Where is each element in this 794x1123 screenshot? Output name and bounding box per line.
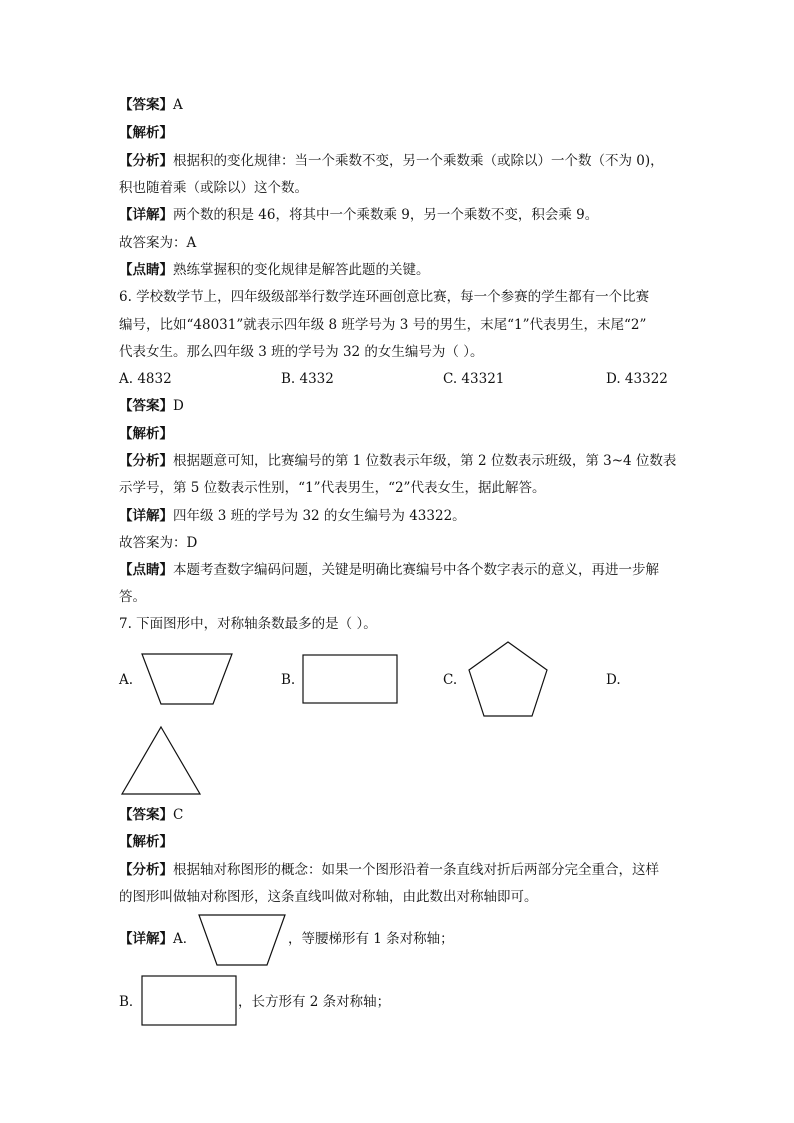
q6-analysis-heading: 【解析】	[119, 426, 173, 442]
q7-option-c-label: C.	[443, 672, 458, 688]
q5-fenxi-continued: 积也随着乘（或除以）这个数。	[119, 180, 308, 196]
q6-detail: 【详解】四年级 3 班的学号为 32 的女生编号为 43322。	[119, 508, 466, 524]
q7-option-d-label: D.	[606, 672, 621, 688]
q7-fenxi: 【分析】根据轴对称图形的概念：如果一个图形沿着一条直线对折后两部分完全重合，这样	[119, 862, 659, 878]
q7-analysis-heading: 【解析】	[119, 834, 173, 850]
q6-option-b: B. 4332	[281, 371, 334, 387]
q7-detail-a: 【详解】A．	[119, 931, 197, 947]
q6-comment-continued: 答。	[119, 589, 146, 605]
q5-comment: 【点睛】熟练掌握积的变化规律是解答此题的关键。	[119, 262, 430, 278]
q7-detail-b-text: ，长方形有 2 条对称轴；	[238, 994, 391, 1010]
q6-fenxi: 【分析】根据题意可知，比赛编号的第 1 位数表示年级，第 2 位数表示班级，第 3~4 位数表	[119, 453, 677, 469]
q7-fenxi-continued: 的图形叫做轴对称图形，这条直线叫做对称轴，由此数出对称轴即可。	[119, 889, 538, 905]
q6-comment: 【点睛】本题考查数字编码问题，关键是明确比赛编号中各个数字表示的意义，再进一步解	[119, 562, 659, 578]
q5-analysis-heading: 【解析】	[119, 125, 173, 141]
q6-option-a: A. 4832	[119, 371, 172, 387]
q6-stem-line3: 代表女生。那么四年级 3 班的学号为 32 的女生编号为（ ）。	[119, 344, 484, 360]
q6-option-d: D. 43322	[606, 371, 668, 387]
q7-option-b-label: B.	[281, 672, 296, 688]
rectangle-icon	[302, 654, 398, 704]
q7-stem: 7. 下面图形中，对称轴条数最多的是（ ）。	[119, 616, 377, 632]
q7-option-a-label: A.	[119, 672, 134, 688]
isosceles-trapezoid-icon	[140, 653, 234, 705]
q6-option-c: C. 43321	[443, 371, 505, 387]
q6-conclusion: 故答案为：D	[119, 535, 198, 551]
q5-answer: 【答案】A	[119, 97, 183, 113]
q7-detail-a-text: ，等腰梯形有 1 条对称轴；	[288, 931, 454, 947]
q6-fenxi-continued: 示学号，第 5 位数表示性别，“1”代表男生，“2”代表女生，据此解答。	[119, 480, 546, 496]
trapezoid-inline-icon	[198, 914, 286, 966]
q6-stem-line2: 编号，比如“48031”就表示四年级 8 班学号为 3 号的男生，末尾“1”代表男生，末尾“2”	[119, 317, 647, 333]
pentagon-icon	[467, 641, 549, 718]
q7-detail-b-label: B．	[119, 994, 143, 1010]
triangle-icon	[120, 726, 202, 796]
q6-stem-line1: 6. 学校数学节上，四年级级部举行数学连环画创意比赛，每一个参赛的学生都有一个比赛	[119, 289, 650, 305]
q7-answer: 【答案】C	[119, 807, 184, 823]
q6-answer: 【答案】D	[119, 398, 184, 414]
rectangle-inline-icon	[141, 975, 237, 1026]
q5-fenxi: 【分析】根据积的变化规律：当一个乘数不变，另一个乘数乘（或除以）一个数（不为 0)，	[119, 153, 664, 169]
q5-conclusion: 故答案为：A	[119, 235, 197, 251]
q5-detail: 【详解】两个数的积是 46，将其中一个乘数乘 9，另一个乘数不变，积会乘 9。	[119, 207, 599, 223]
